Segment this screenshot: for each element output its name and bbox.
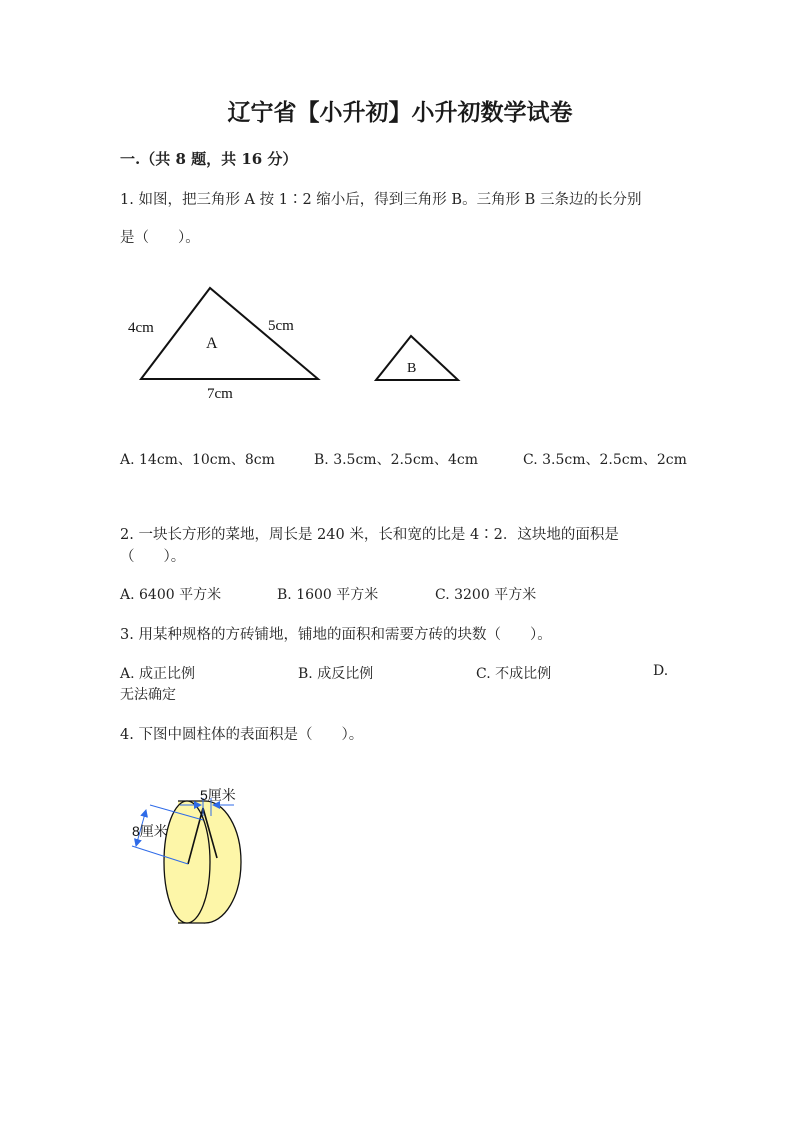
question-3-text: 3. 用某种规格的方砖铺地，铺地的面积和需要方砖的块数（ ）。 <box>120 627 552 643</box>
height-label: 8厘米 <box>132 823 168 839</box>
cylinder-figure <box>120 780 260 930</box>
question-2-text-cont: （ ）。 <box>120 549 186 565</box>
q3-option-b: B. 成反比例 <box>298 666 374 682</box>
triangle-a-label: A <box>206 335 218 352</box>
cylinder-front-face <box>164 801 210 923</box>
question-1-text: 1. 如图，把三角形 A 按 1∶2 缩小后，得到三角形 B。三角形 B 三条边的长分别 <box>120 192 642 208</box>
q3-option-a: A. 成正比例 <box>120 666 196 682</box>
page-title: 辽宁省【小升初】小升初数学试卷 <box>227 99 573 126</box>
q3-option-c: C. 不成比例 <box>476 666 552 682</box>
side-right-label: 5cm <box>268 318 294 334</box>
q3-option-d-text: 无法确定 <box>120 687 176 703</box>
q2-option-c: C. 3200 平方米 <box>435 587 537 603</box>
question-4-text: 4. 下图中圆柱体的表面积是（ ）。 <box>120 727 364 743</box>
question-1-text-cont: 是（ ）。 <box>120 230 200 246</box>
q1-option-a: A. 14cm、10cm、8cm <box>120 452 275 468</box>
side-left-label: 4cm <box>128 320 154 336</box>
triangle-b <box>376 336 458 380</box>
q2-option-a: A. 6400 平方米 <box>120 587 222 603</box>
side-bottom-label: 7cm <box>207 386 233 402</box>
q2-option-b: B. 1600 平方米 <box>277 587 379 603</box>
question-2-text: 2. 一块长方形的菜地，周长是 240 米，长和宽的比是 4∶2．这块地的面积是 <box>120 527 619 543</box>
triangle-b-label: B <box>407 361 417 376</box>
radius-label: 5厘米 <box>200 787 236 803</box>
section-heading: 一.（共 8 题，共 16 分） <box>120 150 298 168</box>
q3-option-d: D. <box>653 663 669 679</box>
q1-option-c: C. 3.5cm、2.5cm、2cm <box>523 452 687 468</box>
triangles-figure <box>120 280 480 405</box>
q1-option-b: B. 3.5cm、2.5cm、4cm <box>314 452 478 468</box>
